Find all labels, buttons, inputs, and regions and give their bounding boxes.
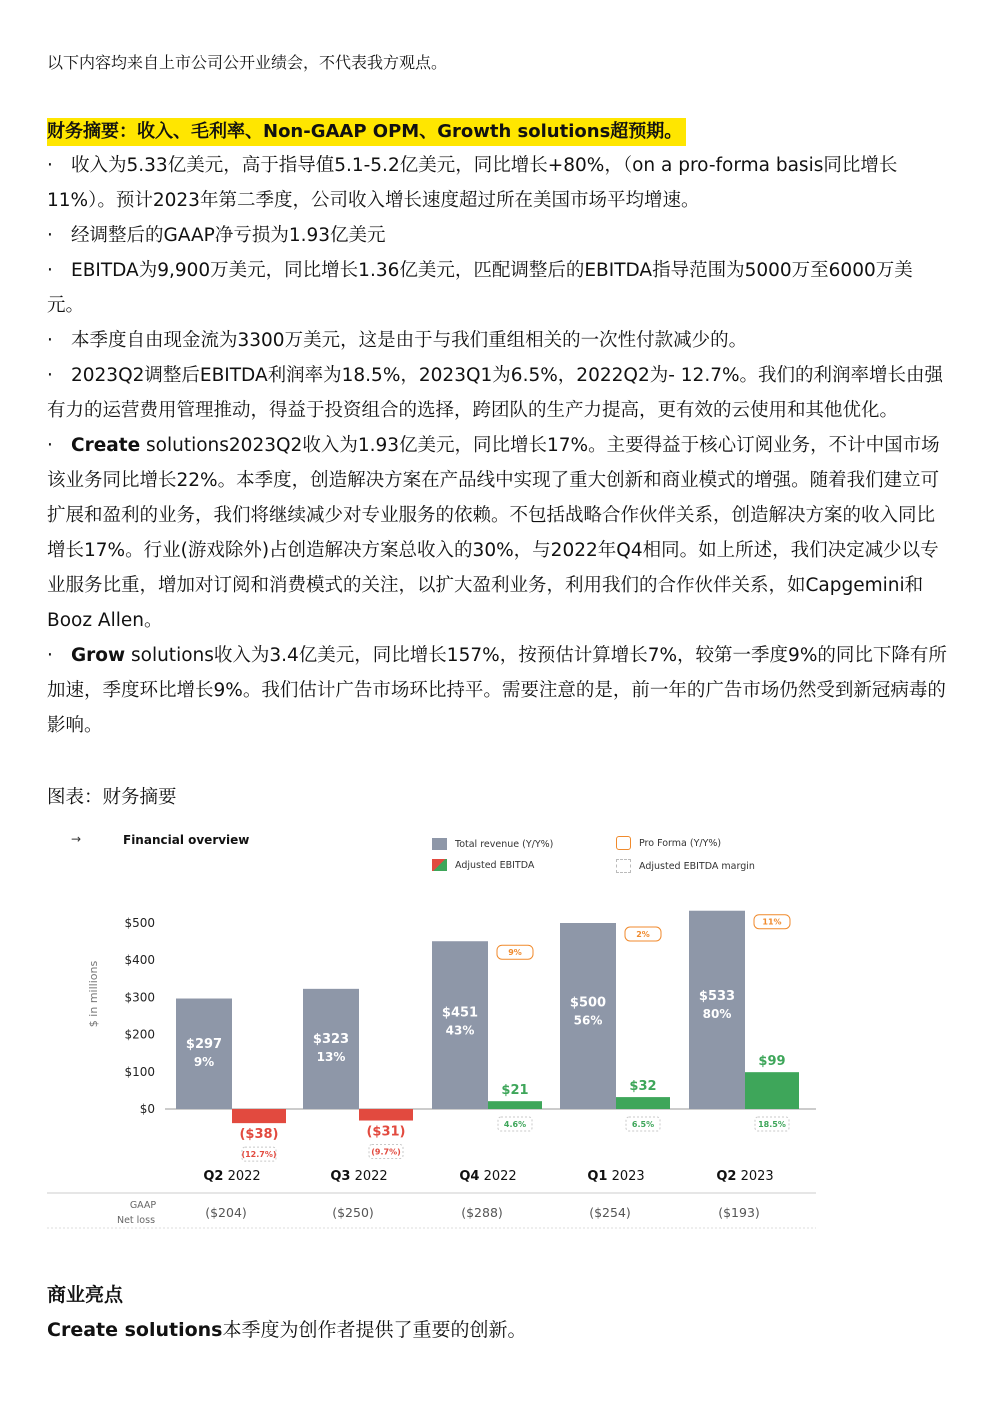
ebitda-value-label: $32 — [629, 1079, 657, 1095]
revenue-value-label: $451 — [441, 1005, 479, 1021]
bullet-grow-solutions — [47, 638, 947, 743]
bullet-text: 2023Q2调整后EBITDA利润率为18.5%，2023Q1为6.5%，2022Q2为- 12.7%。我们的利润率增长由强有力的运营费用管理推动，得益于投资组合的选择，跨团队的生产力提高，更有效的云使用和其他优化。 — [47, 365, 944, 421]
ebitda-value-label: $99 — [758, 1054, 786, 1070]
disclaimer: 以下内容均来自上市公司公开业绩会，不代表我方观点。 — [47, 53, 448, 72]
legend-label: Adjusted EBITDA — [455, 859, 535, 871]
revenue-value-label: $500 — [569, 995, 607, 1011]
bullet-dot: · — [47, 645, 53, 666]
ebitda-bar — [232, 1109, 286, 1123]
revenue-growth-label: 9% — [193, 1055, 215, 1070]
bullet-dot: · — [47, 225, 53, 246]
bullet-free-cash-flow — [47, 323, 947, 358]
revenue-growth-label: 43% — [445, 1023, 475, 1038]
legend-label: Total revenue (Y/Y%) — [455, 838, 554, 850]
summary-bullets — [47, 148, 947, 743]
revenue-growth-label: 56% — [573, 1013, 603, 1028]
x-category-year: 2023 — [736, 1169, 774, 1184]
financial-overview-chart — [47, 822, 822, 1232]
chart-plot — [47, 822, 822, 1232]
x-category-year: 2022 — [479, 1169, 517, 1184]
revenue-bar — [176, 999, 232, 1109]
ebitda-value-label: $21 — [501, 1083, 529, 1099]
gaap-net-loss-value: ($250) — [332, 1205, 374, 1220]
x-category-label — [587, 1169, 644, 1184]
x-category-label — [203, 1169, 260, 1184]
x-category-label — [716, 1169, 773, 1184]
gaap-row-label-line2: Net loss — [116, 1215, 156, 1226]
bullet-keyword: Create — [71, 435, 141, 456]
ebitda-margin-label: (12.7%) — [241, 1150, 277, 1160]
gaap-net-loss-value: ($254) — [589, 1205, 631, 1220]
ebitda-margin-label: 18.5% — [758, 1120, 786, 1129]
ebitda-bar — [359, 1109, 413, 1121]
revenue-value-label: $297 — [185, 1037, 223, 1053]
x-category-quarter: Q1 — [587, 1169, 608, 1184]
bullet-text: 本季度自由现金流为3300万美元，这是由于与我们重组相关的一次性付款减少的。 — [71, 330, 748, 351]
ebitda-margin-label: 4.6% — [503, 1120, 527, 1129]
x-category-year: 2022 — [223, 1169, 261, 1184]
revenue-value-label: $533 — [698, 988, 736, 1004]
x-category-label — [459, 1169, 516, 1184]
x-category-label — [330, 1169, 387, 1184]
gaap-net-loss-value: ($204) — [205, 1205, 247, 1220]
ebitda-bar — [616, 1097, 670, 1109]
bullet-text: EBITDA为9,900万美元，同比增长1.36亿美元，匹配调整后的EBITDA指导范围为5000万至6000万美元。 — [47, 260, 913, 316]
bullet-text: solutions2023Q2收入为1.93亿美元，同比增长17%。主要得益于核心订阅业务，不计中国市场该业务同比增长22%。本季度，创造解决方案在产品线中实现了重大创新和商业模式的增强。随着我们建立可扩展和盈利的业务，我们将继续减少对专业服务的依赖。不包括战略合作伙伴关系，创造解决方案的收入同比增长17%。行业(游戏除外)占创造解决方案总收入的30%，与2022年Q4相同。如上所述，我们决定减少以专业服务比重，增加对订阅和消费模式的关注，以扩大盈利业务，利用我们的合作伙伴关系，如Capgemini和Booz Allen。 — [47, 435, 940, 631]
y-tick-label: $500 — [124, 916, 155, 930]
x-category-quarter: Q2 — [203, 1169, 224, 1184]
bullet-text: solutions收入为3.4亿美元，同比增长157%，按预估计算增长7%，较第一季度9%的同比下降有所加速，季度环比增长9%。我们估计广告市场环比持平。需要注意的是，前一年的广告市场仍然受到新冠病毒的影响。 — [47, 645, 947, 736]
bullet-keyword: Grow — [71, 645, 126, 666]
x-category-quarter: Q2 — [716, 1169, 737, 1184]
bullet-margin — [47, 358, 947, 428]
revenue-growth-label: 80% — [702, 1006, 732, 1021]
pro-forma-label: 9% — [508, 948, 522, 958]
ebitda-margin-label: 6.5% — [631, 1120, 655, 1129]
ebitda-bar — [488, 1101, 542, 1109]
y-axis-label: $ in millions — [87, 960, 100, 1028]
x-category-quarter: Q4 — [459, 1169, 480, 1184]
x-category-quarter: Q3 — [330, 1169, 351, 1184]
ebitda-bar — [745, 1072, 799, 1109]
gaap-net-loss-value: ($193) — [718, 1205, 760, 1220]
bullet-dot: · — [47, 155, 53, 176]
x-category-year: 2023 — [607, 1169, 645, 1184]
bullet-text: 经调整后的GAAP净亏损为1.93亿美元 — [71, 225, 386, 246]
bullet-dot: · — [47, 330, 53, 351]
gaap-net-loss-value: ($288) — [461, 1205, 503, 1220]
bullet-revenue — [47, 148, 947, 218]
revenue-growth-label: 13% — [316, 1049, 346, 1064]
bullet-ebitda — [47, 253, 947, 323]
gaap-row-label-line1: GAAP — [129, 1200, 157, 1211]
bullet-text: 收入为5.33亿美元，高于指导值5.1-5.2亿美元，同比增长+80%，（on a pro-forma basis同比增长11%）。预计2023年第二季度，公司收入增长速度超过所在美国市场平均增速。 — [47, 155, 898, 211]
ebitda-value-label: ($31) — [366, 1124, 406, 1140]
x-category-year: 2022 — [350, 1169, 388, 1184]
business-text: 本季度为创作者提供了重要的创新。 — [222, 1319, 527, 1341]
bullet-create-solutions — [47, 428, 947, 638]
business-highlights-title: 商业亮点 — [47, 1284, 124, 1306]
chart-caption: 图表：财务摘要 — [47, 787, 177, 808]
y-tick-label: $400 — [124, 953, 155, 968]
bullet-dot: · — [47, 260, 53, 281]
business-keyword: Create solutions — [47, 1319, 223, 1341]
legend-label: Pro Forma (Y/Y%) — [639, 837, 722, 849]
pro-forma-label: 2% — [636, 930, 650, 939]
legend-label: Adjusted EBITDA margin — [639, 860, 755, 872]
pro-forma-label: 11% — [762, 917, 782, 927]
business-highlights-subtitle — [47, 1315, 527, 1342]
y-tick-label: $300 — [124, 990, 155, 1005]
y-tick-label: $0 — [139, 1102, 155, 1116]
arrow-right-icon: → — [71, 832, 82, 846]
chart-title: Financial overview — [123, 833, 250, 847]
bullet-dot: · — [47, 365, 53, 386]
revenue-value-label: $323 — [312, 1031, 350, 1047]
y-tick-label: $200 — [124, 1027, 155, 1042]
ebitda-margin-label: (9.7%) — [371, 1147, 401, 1157]
bullet-dot: · — [47, 435, 53, 456]
bullet-net-loss — [47, 218, 947, 253]
y-tick-label: $100 — [124, 1064, 155, 1079]
ebitda-value-label: ($38) — [239, 1127, 279, 1143]
summary-title: 财务摘要：收入、毛利率、Non-GAAP OPM、Growth solutions超预期。 — [47, 118, 686, 146]
